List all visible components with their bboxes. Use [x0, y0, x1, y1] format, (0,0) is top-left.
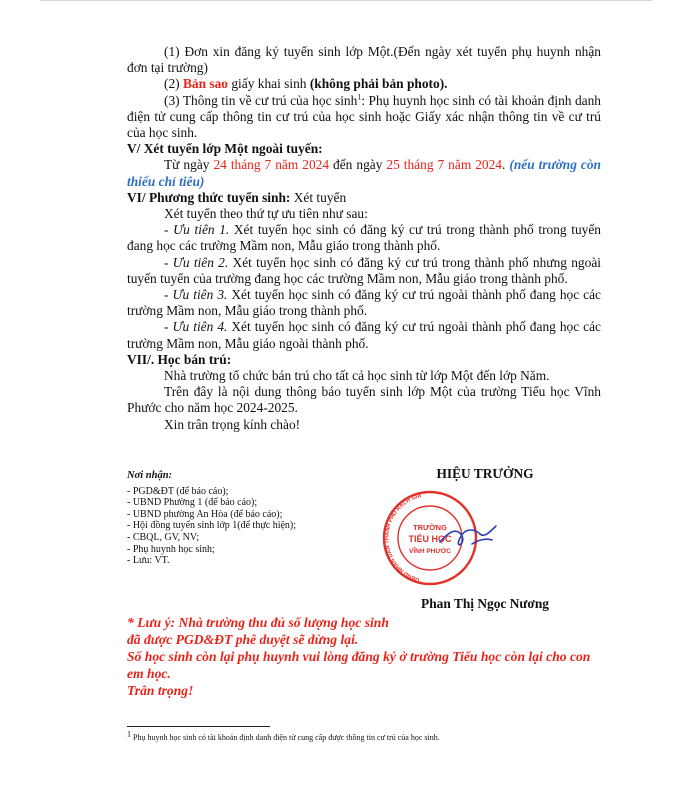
priority-2: - Ưu tiên 2. Xét tuyển học sinh có đăng ký cư trú trong thành phố nhưng ngoài tuyến tuyển của trường đang học các trường Mầm non, Mẫu giáo trong thành phố.: [127, 254, 601, 286]
stamp-line-1: TRƯỜNG: [413, 523, 447, 532]
footnote: $^1$ Phụ huynh học sinh có tài khoản định danh điện tử cung cấp được thông tin cư trú của học sinh.: [127, 729, 440, 742]
recipient-item: - PGD&ĐT (để báo cáo);: [127, 485, 229, 497]
recipient-item: - Phụ huynh học sinh;: [127, 543, 215, 555]
footnote-divider: [127, 726, 270, 727]
stamp-line-2: TIỂU HỌC: [408, 534, 452, 544]
stamp-line-3: VĨNH PHƯỚC: [409, 548, 451, 555]
notice-line-1: * Lưu ý: Nhà trường thu đủ số lượng học sinh: [127, 615, 389, 630]
recipient-item: - UBND Phường 1 (để báo cáo);: [127, 497, 258, 509]
stamp-ring-text: UBND NHÂN DÂN THÀNH PHỐ RẠCH GIÁ: [384, 493, 423, 583]
document-body: [127, 44, 601, 433]
requirement-item-2: (2) Bản sao giấy khai sinh (không phải bản photo).: [164, 76, 448, 92]
footnote-ref: 1: [357, 92, 362, 102]
section-5-heading: V/ Xét tuyển lớp Một ngoài tuyến:: [127, 141, 323, 157]
recipient-item: - Hội đồng tuyển sinh lớp 1(để thực hiện);: [127, 520, 297, 532]
priority-4: - Ưu tiên 4. Xét tuyển học sinh có đăng ký cư trú ngoài thành phố đang học các trường Mầm non, Mẫu giáo ngoài thành phố.: [127, 319, 601, 351]
page-top-border: [40, 0, 652, 1]
section-5-dates: Từ ngày 24 tháng 7 năm 2024 đến ngày 25 tháng 7 năm 2024. (nếu trường còn thiếu chỉ tiêu): [127, 157, 601, 189]
requirement-item-1: (1) Đơn xin đăng ký tuyển sinh lớp Một.(Đến ngày xét tuyển phụ huynh nhận đơn tại trường): [127, 44, 601, 76]
school-stamp: [380, 480, 500, 590]
signer-name: Phan Thị Ngọc Nương: [421, 596, 549, 611]
end-date: 25 tháng 7 năm 2024: [386, 157, 503, 173]
priority-3: - Ưu tiên 3. Xét tuyển học sinh có đăng ký cư trú ngoài thành phố đang học các trường Mầm non, Mẫu giáo trong thành phố.: [127, 287, 601, 319]
recipients-block: [127, 470, 357, 567]
start-date: 24 tháng 7 năm 2024: [213, 157, 330, 173]
section-7-heading: VII/. Học bán trú:: [127, 351, 232, 367]
highlight-ban-sao: Bản sao: [182, 76, 228, 92]
notice-line-3: Số học sinh còn lại phụ huynh vui lòng đăng ký ở trường Tiểu học còn lại cho con em học.: [127, 649, 591, 681]
important-notice: [127, 614, 601, 699]
section-7-text: Nhà trường tổ chức bán trú cho tất cả học sinh từ lớp Một đến lớp Năm.: [164, 368, 550, 384]
requirement-item-3: (3) Thông tin về cư trú của học $\sinh^1$: Phụ huynh học sinh có tài khoản định danh điện tử cung cấp thông tin cư trú của học sinh hoặc Giấy xác nhận thông tin về cư trú của học sinh.: [127, 92, 601, 141]
closing-greeting: Xin trân trọng kính chào!: [164, 416, 301, 432]
closing-paragraph: Trên đây là nội dung thông báo tuyển sinh lớp Một của trường Tiểu học Vĩnh Phước cho năm học 2024-2025.: [127, 384, 601, 416]
recipient-item: - UBND phường An Hòa (để báo cáo);: [127, 508, 283, 520]
recipient-item: - CBQL, GV, NV;: [127, 531, 200, 543]
section-6-heading: VI/ Phương thức tuyển sinh: Xét tuyển: [127, 189, 347, 205]
recipient-item: - Lưu: VT.: [127, 555, 170, 567]
notice-line-4: Trân trọng!: [127, 683, 194, 698]
quota-note: (nếu trường còn thiếu chỉ tiêu): [127, 157, 601, 189]
signer-role: HIỆU TRƯỞNG: [436, 466, 534, 481]
priority-1: - Ưu tiên 1. Xét tuyển học sinh có đăng ký cư trú trong thành phố trong tuyến đang học các trường Mầm non, Mẫu giáo trong thành phố.: [127, 222, 601, 254]
recipients-title: Nơi nhận:: [127, 470, 173, 481]
priority-intro: Xét tuyển theo thứ tự ưu tiên như sau:: [164, 206, 368, 222]
signature-block: [370, 466, 600, 611]
notice-line-2: đã được PGD&ĐT phê duyệt sẽ dừng lại.: [127, 632, 359, 647]
